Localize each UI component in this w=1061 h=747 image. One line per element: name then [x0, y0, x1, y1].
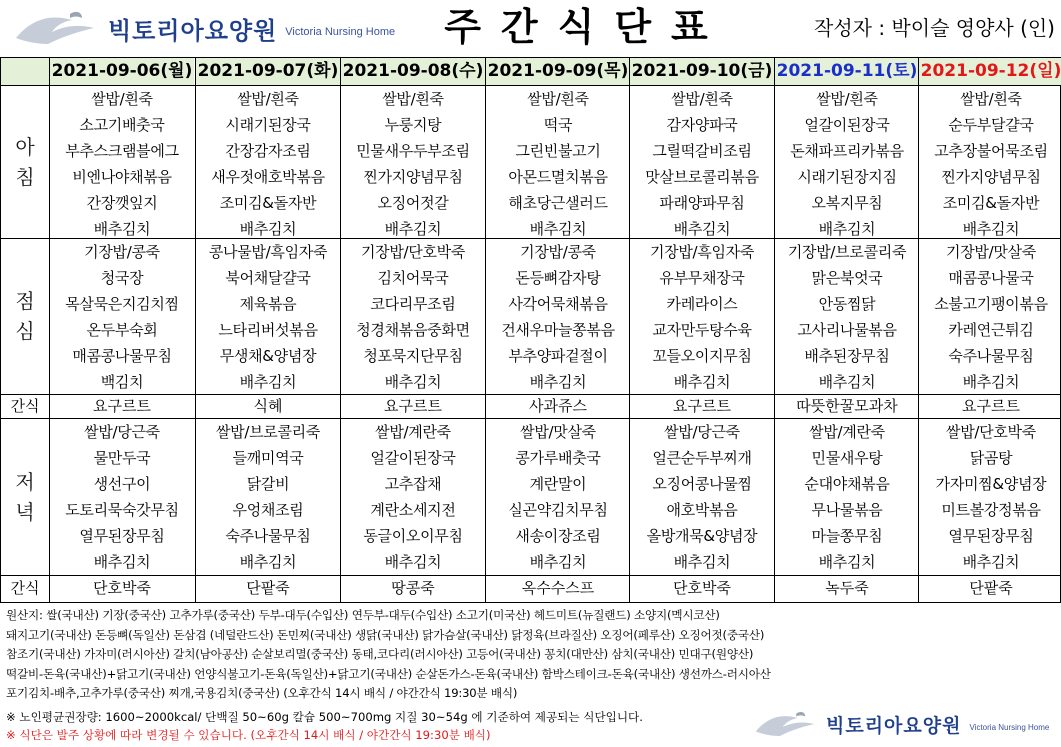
menu-item: 배추김치 [818, 373, 876, 391]
origin-info [6, 606, 1056, 704]
swan-logo-icon [752, 709, 818, 739]
menu-item: 도토리묵숙갓무침 [65, 501, 179, 519]
menu-item: 열무된장무침 [948, 527, 1034, 545]
menu-item: 닭곰탕 [969, 449, 1013, 467]
menu-item: 쌀밥/흰죽 [816, 90, 878, 108]
date-header: 2021-09-07(화) [196, 58, 340, 85]
menu-item: 배추김치 [818, 553, 876, 571]
menu-item: 건새우마늘쫑볶음 [501, 321, 615, 339]
table-divider [485, 58, 486, 602]
menu-item: 배추김치 [962, 373, 1020, 391]
logo-subtitle: Victoria Nursing Home [285, 26, 396, 38]
menu-item: 매콤콩나물국 [948, 269, 1034, 287]
menu-item: 꼬들오이지무침 [652, 347, 752, 365]
logo-name: 빅토리아요양원 [108, 16, 278, 45]
meal-label-breakfast [1, 85, 49, 238]
menu-item: 가자미찜&양념장 [935, 475, 1047, 493]
menu-item: 제육볶음 [239, 295, 297, 313]
menu-item: 배추김치 [384, 553, 442, 571]
menu-item: 숙주나물무침 [225, 527, 311, 545]
table-divider [195, 58, 196, 602]
menu-item: 사각어묵채볶음 [508, 295, 608, 313]
menu-cell-lunch [485, 238, 631, 394]
menu-cell-dinner [629, 418, 775, 575]
menu-item: 소고기배춧국 [79, 116, 165, 134]
menu-item: 미트볼강정볶음 [941, 501, 1041, 519]
snack-item: 식혜 [253, 397, 283, 415]
date-header: 2021-09-12(일) [919, 58, 1061, 85]
meal-label-dinner [1, 418, 49, 575]
menu-item: 안동찜닭 [818, 295, 876, 313]
snack-item: 따뜻한꿀모과차 [796, 397, 898, 415]
menu-item: 온두부숙회 [86, 321, 158, 339]
meal-label-char: 심 [15, 319, 35, 343]
menu-item: 새우젓애호박볶음 [211, 168, 325, 186]
meal-label-char: 저 [15, 469, 35, 494]
menu-item: 돈등뼈감자탕 [515, 269, 601, 287]
menu-item: 우엉채조림 [232, 501, 304, 519]
table-divider [918, 58, 919, 602]
menu-cell-breakfast [49, 85, 195, 238]
menu-item: 얼큰순두부찌개 [652, 449, 752, 467]
menu-item: 쌀밥/흰죽 [671, 90, 733, 108]
menu-item: 애호박볶음 [666, 501, 738, 519]
date-header: 2021-09-10(금) [630, 58, 774, 85]
menu-item: 교자만두탕수육 [652, 321, 752, 339]
menu-item: 순대야채볶음 [804, 475, 890, 493]
meal-label-lunch [1, 238, 49, 394]
menu-item: 올방개묵&양념장 [646, 527, 758, 545]
brand-logo [12, 6, 432, 50]
menu-item: 간장감자조림 [225, 142, 311, 160]
menu-item: 쌀밥/당근죽 [84, 423, 160, 441]
menu-item: 김치어묵국 [377, 269, 449, 287]
menu-cell-dinner [49, 418, 195, 575]
menu-item: 생선구이 [93, 475, 151, 493]
snack-item: 요구르트 [93, 397, 151, 415]
menu-item: 동글이오이무침 [363, 527, 463, 545]
date-header: 2021-09-08(수) [341, 58, 485, 85]
menu-item: 고추장불어묵조림 [934, 142, 1048, 160]
menu-item: 맑은북엇국 [811, 269, 883, 287]
table-divider [629, 58, 630, 602]
page-header [0, 0, 1061, 56]
menu-item: 배추김치 [239, 553, 297, 571]
menu-item: 쌀밥/계란죽 [375, 423, 451, 441]
menu-item: 쌀밥/흰죽 [91, 90, 153, 108]
menu-item: 기장밥/맛살죽 [946, 243, 1036, 261]
menu-cell-dinner [195, 418, 341, 575]
menu-item: 떡국 [543, 116, 573, 134]
menu-item: 청포묵지단무침 [363, 347, 463, 365]
menu-item: 콩가루배춧국 [515, 449, 601, 467]
snack-item: 녹두죽 [825, 579, 869, 597]
notes [6, 708, 746, 744]
menu-item: 누룽지탕 [384, 116, 442, 134]
menu-cell-breakfast [774, 85, 920, 238]
menu-item: 닭갈비 [246, 475, 290, 493]
menu-item: 시래기된장국 [225, 116, 311, 134]
menu-item: 소불고기팽이볶음 [934, 295, 1048, 313]
author-line: 작성자 : 박이슬 영양사 (인) [814, 16, 1055, 40]
menu-item: 쌀밥/맛살죽 [520, 423, 596, 441]
menu-item: 그린빈불고기 [515, 142, 601, 160]
menu-item: 배추김치 [818, 220, 876, 238]
snack-item: 단호박죽 [93, 579, 151, 597]
menu-item: 오징어콩나물찜 [652, 475, 752, 493]
menu-item: 마늘쫑무침 [811, 527, 883, 545]
menu-item: 배추김치 [239, 220, 297, 238]
menu-item: 북어채달걀국 [225, 269, 311, 287]
menu-item: 쌀밥/흰죽 [237, 90, 299, 108]
table-corner [1, 58, 49, 85]
menu-item: 기장밥/단호박죽 [360, 243, 466, 261]
menu-cell-lunch [195, 238, 341, 394]
snack-item: 단팥죽 [969, 579, 1013, 597]
menu-item: 민물새우탕 [811, 449, 883, 467]
menu-item: 배추김치 [673, 373, 731, 391]
table-divider [1, 418, 1060, 419]
menu-item: 기장밥/콩죽 [84, 243, 160, 261]
menu-item: 배추된장무침 [804, 347, 890, 365]
menu-item: 물만두국 [93, 449, 151, 467]
menu-cell-lunch [918, 238, 1061, 394]
snack-label: 간식 [10, 397, 40, 415]
menu-item: 찐가지양념무침 [941, 168, 1041, 186]
swan-logo-icon [12, 8, 98, 48]
menu-item: 아몬드멸치볶음 [508, 168, 608, 186]
menu-item: 배추김치 [384, 220, 442, 238]
menu-item: 기장밥/브로콜리죽 [787, 243, 907, 261]
origin-line: 원산지: 쌀(국내산) 기장(중국산) 고추가루(중국산) 두부-대두(수입산) 연두부-대두(수입산) 소고기(미국산) 헤드미트(뉴질랜드) 소양지(멕시코산) [6, 608, 720, 622]
menu-item: 청국장 [100, 269, 144, 287]
snack-item: 단호박죽 [673, 579, 731, 597]
menu-cell-lunch [49, 238, 195, 394]
menu-item: 순두부달걀국 [948, 116, 1034, 134]
date-header: 2021-09-06(월) [50, 58, 194, 85]
origin-line: 참조기(국내산) 가자미(러시아산) 갈치(남아공산) 순살보리멸(중국산) 동태,코다리(러시아산) 고등어(국내산) 꽁치(대만산) 삼치(국내산) 민대구(원양산) [6, 647, 754, 661]
snack-item: 단팥죽 [246, 579, 290, 597]
menu-item: 비엔나야채볶음 [72, 168, 172, 186]
menu-item: 부추양파겉절이 [508, 347, 608, 365]
menu-cell-breakfast [195, 85, 341, 238]
logo-name: 빅토리아요양원 [826, 714, 962, 737]
menu-item: 실곤약김치무침 [508, 501, 608, 519]
logo-subtitle: Victoria Nursing Home [969, 722, 1050, 732]
menu-item: 쌀밥/당근죽 [664, 423, 740, 441]
menu-item: 배추김치 [673, 553, 731, 571]
menu-cell-dinner [774, 418, 920, 575]
page-title: 주간식단표 [444, 5, 728, 49]
snack-item: 요구르트 [962, 397, 1020, 415]
menu-cell-dinner [485, 418, 631, 575]
menu-item: 콩나물밥/흑임자죽 [208, 243, 328, 261]
menu-item: 코다리무조림 [370, 295, 456, 313]
menu-cell-breakfast [485, 85, 631, 238]
menu-item: 맛살브로콜리볶음 [645, 168, 759, 186]
meal-label-char: 침 [15, 164, 35, 189]
menu-item: 배추김치 [962, 220, 1020, 238]
menu-item: 무생채&양념장 [219, 347, 317, 365]
menu-item: 쌀밥/흰죽 [382, 90, 444, 108]
menu-item: 숙주나물무침 [948, 347, 1034, 365]
menu-item: 느타리버섯볶음 [218, 321, 318, 339]
weekly-menu-table [0, 57, 1061, 603]
menu-item: 조미김&돌자반 [219, 194, 317, 212]
table-divider [1, 394, 1060, 395]
snack-item: 옥수수스프 [521, 579, 595, 597]
snack-item: 사과쥬스 [529, 397, 587, 415]
menu-item: 새송이장조림 [515, 527, 601, 545]
origin-line: 떡갈비-돈육(국내산)+닭고기(국내산) 언양식불고기-돈육(독일산)+닭고기(국내산) 순살돈가스-돈육(국내산) 함박스테이크-돈육(국내산) 생선까스-러시아산 [6, 666, 771, 681]
menu-item: 부추스크램블에그 [65, 142, 179, 160]
menu-item: 얼갈이된장국 [370, 449, 456, 467]
menu-cell-lunch [774, 238, 920, 394]
menu-item: 기장밥/콩죽 [520, 243, 596, 261]
table-divider [1, 85, 1060, 86]
menu-item: 카레연근튀김 [948, 321, 1034, 339]
menu-item: 배추김치 [962, 553, 1020, 571]
menu-item: 카레라이스 [666, 295, 738, 313]
menu-cell-lunch [340, 238, 486, 394]
date-header: 2021-09-09(목) [486, 58, 630, 85]
menu-item: 간장깻잎지 [86, 194, 158, 212]
menu-item: 배추김치 [529, 220, 587, 238]
snack-item: 요구르트 [384, 397, 442, 415]
menu-item: 그릴떡갈비조림 [652, 142, 752, 160]
meal-label-char: 아 [15, 134, 35, 159]
menu-item: 돈채파프리카볶음 [790, 142, 904, 160]
origin-line: 포기김치-배추,고추가루(중국산) 찌개,국용김치(중국산) (오후간식 14시 배식 / 야간간식 19:30분 배식) [6, 686, 518, 700]
menu-cell-dinner [918, 418, 1061, 575]
menu-item: 배추김치 [384, 373, 442, 391]
change-note: ※ 식단은 발주 상황에 따라 변경될 수 있습니다. (오후간식 14시 배식 / 야간간식 19:30분 배식) [6, 728, 491, 742]
meal-label-char: 점 [15, 289, 35, 313]
snack-label: 간식 [10, 579, 40, 597]
menu-item: 열무된장무침 [79, 527, 165, 545]
menu-item: 해초당근샐러드 [508, 194, 608, 212]
menu-item: 얼갈이된장국 [804, 116, 890, 134]
menu-item: 감자양파국 [666, 116, 738, 134]
table-divider [1, 575, 1060, 576]
menu-item: 쌀밥/단호박죽 [946, 423, 1036, 441]
meal-label-char: 녁 [15, 499, 35, 524]
date-header: 2021-09-11(토) [775, 58, 919, 85]
menu-item: 쌀밥/브로콜리죽 [215, 423, 321, 441]
menu-item: 찐가지양념무침 [363, 168, 463, 186]
menu-item: 파래양파무침 [659, 194, 745, 212]
table-divider [1, 238, 1060, 239]
nutrition-note: ※ 노인평균권장량: 1600~2000kcal/ 단백질 50~60g 칼슘 500~700mg 지질 30~54g 에 기준하여 제공되는 식단입니다. [6, 710, 643, 724]
menu-item: 매콤콩나물무침 [72, 347, 172, 365]
menu-item: 쌀밥/계란죽 [809, 423, 885, 441]
menu-item: 배추김치 [239, 373, 297, 391]
origin-line: 돼지고기(국내산) 돈등뼈(독일산) 돈삼겹 (네덜란드산) 돈민찌(국내산) 생닭(국내산) 닭가슴살(국내산) 닭정육(브라질산) 오징어(페루산) 오징어젓(중국산) [6, 627, 765, 642]
snack-item: 요구르트 [673, 397, 731, 415]
table-divider [774, 58, 775, 602]
table-divider [49, 58, 50, 602]
menu-cell-breakfast [918, 85, 1061, 238]
menu-item: 배추김치 [529, 553, 587, 571]
menu-item: 배추김치 [673, 220, 731, 238]
menu-item: 기장밥/흑임자죽 [649, 243, 755, 261]
menu-item: 시래기된장지짐 [797, 168, 897, 186]
menu-item: 쌀밥/흰죽 [960, 90, 1022, 108]
menu-cell-breakfast [340, 85, 486, 238]
footer-logo [752, 706, 1052, 742]
table-divider [340, 58, 341, 602]
menu-item: 유부무채장국 [659, 269, 745, 287]
snack-item: 땅콩죽 [391, 579, 435, 597]
menu-cell-breakfast [629, 85, 775, 238]
menu-item: 조미김&돌자반 [942, 194, 1040, 212]
menu-item: 고사리나물볶음 [797, 321, 897, 339]
menu-cell-dinner [340, 418, 486, 575]
menu-item: 배추김치 [93, 220, 151, 238]
menu-item: 쌀밥/흰죽 [527, 90, 589, 108]
menu-item: 들깨미역국 [232, 449, 304, 467]
menu-item: 무나물볶음 [811, 501, 883, 519]
menu-item: 계란소세지전 [370, 501, 456, 519]
menu-item: 계란말이 [529, 475, 587, 493]
menu-item: 백김치 [100, 373, 144, 391]
menu-item: 민물새우두부조림 [356, 142, 470, 160]
menu-item: 목살묵은지김치찜 [65, 295, 179, 313]
menu-item: 오복지무침 [811, 194, 883, 212]
menu-item: 청경채볶음중화면 [356, 321, 470, 339]
menu-item: 배추김치 [529, 373, 587, 391]
menu-cell-lunch [629, 238, 775, 394]
menu-item: 고추잡채 [384, 475, 442, 493]
menu-item: 배추김치 [93, 553, 151, 571]
menu-item: 오징어젓갈 [377, 194, 449, 212]
